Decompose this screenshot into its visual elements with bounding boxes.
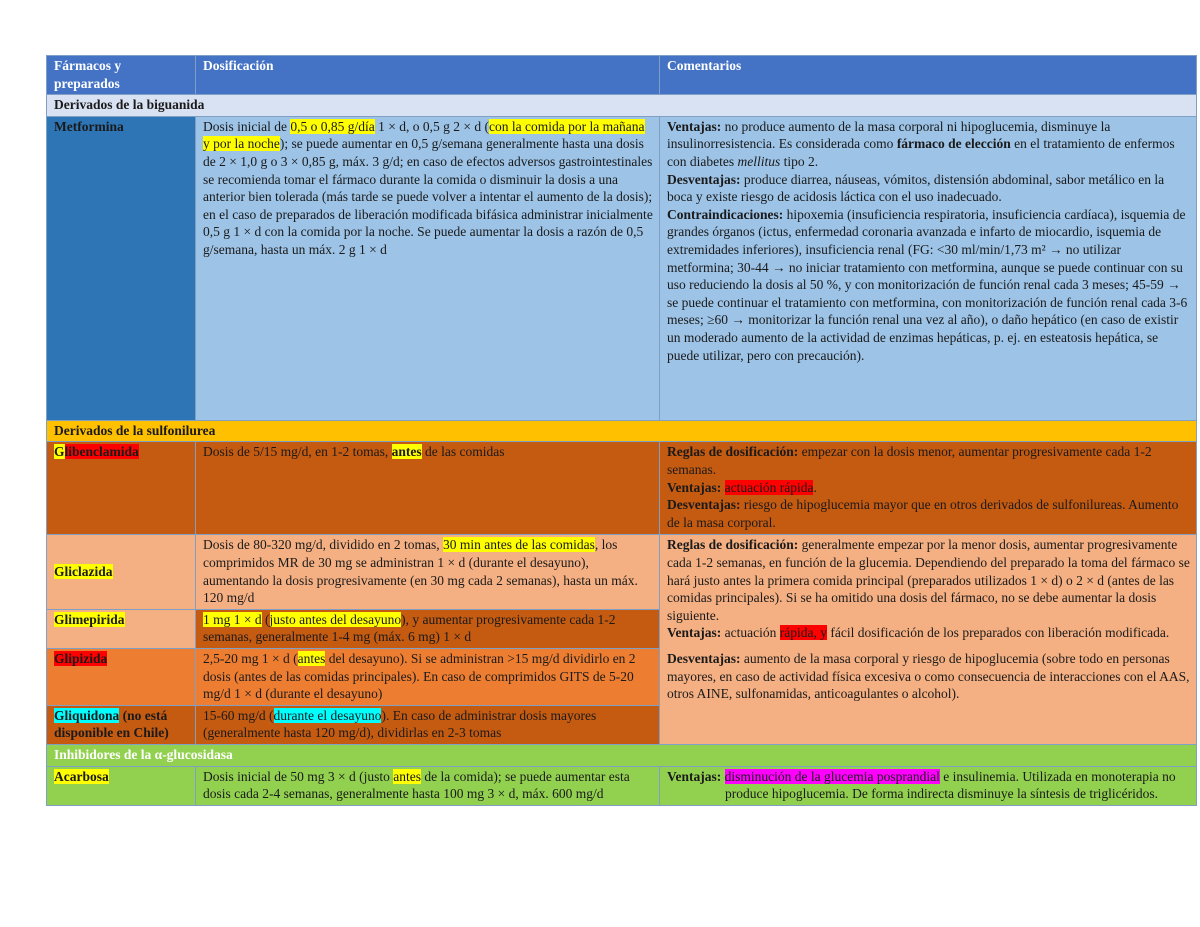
comment-text: fácil dosificación de los preparados con liberación modificada. bbox=[826, 625, 1170, 641]
section-row-sulfonilurea bbox=[47, 420, 1197, 442]
comment-text: . bbox=[813, 479, 817, 495]
table-row-glibenclamida bbox=[47, 442, 1197, 535]
header-dosificacion: Dosificación bbox=[196, 56, 660, 95]
label-ventajas: Ventajas: bbox=[667, 768, 722, 784]
dose-text: ), y aumentar progresivamente cada 1-2 semanas, generalmente 1-4 mg (máx. 6 mg) 1 × d bbox=[203, 611, 616, 645]
comment-text: e insulinemia. Utilizada en monoterapia no produce hipoglucemia. De forma indirecta disminuye la síntesis de triglicéridos. bbox=[725, 768, 1176, 802]
dose-glibenclamida bbox=[196, 442, 660, 535]
section-title-glucosidasa: Inhibidores de la α-glucosidasa bbox=[47, 744, 1197, 766]
dose-text: Dosis de 80-320 mg/d, dividido en 2 tomas, bbox=[203, 537, 443, 553]
comment-text: riesgo de hipoglucemia mayor que en otros derivados de sulfonilureas. Aumento de la masa corporal. bbox=[667, 497, 1179, 530]
comments-glibenclamida bbox=[660, 442, 1197, 535]
header-comentarios: Comentarios bbox=[660, 56, 1197, 95]
highlight-text: antes bbox=[393, 768, 421, 784]
dose-text: del desayuno). Si se administran >15 mg/d dividirlo en 2 dosis (antes de las comidas principales). En caso de comprimidos GITS de 5-20 mg/d 1 × d (durante el desayuno) bbox=[203, 650, 636, 702]
dose-gliclazida bbox=[196, 535, 660, 609]
dose-glimepirida bbox=[196, 609, 660, 648]
header-row bbox=[47, 56, 1197, 95]
label-desventajas: Desventajas: bbox=[667, 171, 741, 187]
dose-metformina bbox=[196, 116, 660, 420]
section-row-biguanida bbox=[47, 95, 1197, 117]
highlight-text: 0,5 o 0,85 g/día bbox=[290, 118, 375, 134]
comments-metformina bbox=[660, 116, 1197, 420]
highlight-text: G bbox=[54, 444, 65, 460]
label-reglas: Reglas de dosificación: bbox=[667, 444, 799, 460]
drug-name-gliclazida bbox=[47, 535, 196, 609]
dose-acarbosa bbox=[196, 766, 660, 805]
drug-name-gliquidona bbox=[47, 705, 196, 744]
bold-text: fármaco de elección bbox=[896, 136, 1011, 152]
drug-name-glibenclamida bbox=[47, 442, 196, 535]
drug-name-acarbosa bbox=[47, 766, 196, 805]
dose-text: de las comidas bbox=[421, 444, 505, 460]
highlight-text: disminución de la glucemia posprandial bbox=[724, 768, 940, 784]
comment-text: hipoxemia (insuficiencia respiratoria, insuficiencia cardíaca), isquemia de grandes órganos (ictus, enfermedad coronaria avanzada e infarto de miocardio, isquemia de extremidades inferiores), insuficiencia renal (FG: <30 ml/min/1,73 m² → no utilizar metformina; 30-44 → no iniciar tratamiento con metformina, aunque se puede continuar con su uso reduciendo la dosis al 50 %, y con monitorización de función renal cada 3 meses; 45-59 → se puede continuar el tratamiento con metformina, con monitorización de función renal cada 3-6 meses; ≥60 → monitorizar la función renal una vez al año), o daño hepático (en caso de existir un moderado aumento de la actividad de enzimas hepáticas, p. ej. en esteatosis hepática, se puede utilizar, pero con precaución). bbox=[667, 206, 1188, 363]
highlight-text: durante el desayuno bbox=[273, 707, 382, 723]
drug-name-metformina: Metformina bbox=[47, 116, 196, 420]
highlight-text: Acarbosa bbox=[54, 768, 109, 784]
comment-text: generalmente empezar por la menor dosis, aumentar progresivamente cada 1-2 semanas, en función de la glucemia. Dependiendo del preparado la toma del fármaco se hará justo antes la primera comida principal (preparados utilizados 1 × d) o 2 × d (antes de las comidas principales). Si se ha omitido una dosis del fármaco, no se debe aumentar la dosis siguiente. bbox=[667, 537, 1190, 623]
dose-text: 15-60 mg/d ( bbox=[203, 707, 274, 723]
dose-text: ( bbox=[261, 611, 270, 627]
comments-acarbosa bbox=[660, 766, 1197, 805]
table-row-metformina bbox=[47, 116, 1197, 420]
comment-text: empezar con la dosis menor, aumentar progresivamente cada 1-2 semanas. bbox=[667, 444, 1152, 477]
dose-gliquidona bbox=[196, 705, 660, 744]
label-reglas: Reglas de dosificación: bbox=[667, 537, 799, 553]
spacer bbox=[667, 642, 1190, 650]
highlight-text: antes bbox=[391, 444, 422, 460]
highlight-text: antes bbox=[297, 650, 326, 666]
italic-text: mellitus bbox=[737, 153, 781, 169]
dose-text: , los comprimidos MR de 30 mg se administran 1 × d (durante el desayuno), aumentando la dosis progresivamente (en 30 mg cada 2 semanas), hasta un máx. 120 mg/d bbox=[203, 537, 638, 606]
dose-text: ). En caso de administrar dosis mayores (generalmente hasta 120 mg/d), dividirlas en 2-3 tomas bbox=[203, 707, 597, 741]
drug-name-glipizida bbox=[47, 648, 196, 705]
highlight-text: con la comida por la mañana y por la noche bbox=[203, 118, 645, 152]
dose-text: de la comida); se puede aumentar esta dosis cada 2-4 semanas, generalmente hasta 100 mg 3 × d, máx. 600 mg/d bbox=[203, 768, 630, 802]
dose-text: Dosis de 5/15 mg/d, en 1-2 tomas, bbox=[203, 444, 392, 460]
comment-text: tipo 2. bbox=[780, 153, 819, 169]
highlight-text: rápida, y bbox=[779, 625, 827, 641]
label-ventajas: Ventajas: bbox=[667, 118, 722, 134]
highlight-text: Gliclazida bbox=[54, 563, 113, 579]
table-row-gliclazida bbox=[47, 535, 1197, 609]
comment-text: actuación bbox=[721, 625, 780, 641]
label-ventajas: Ventajas: bbox=[667, 625, 722, 641]
drug-name-glimepirida bbox=[47, 609, 196, 648]
highlight-text: Gliquidona bbox=[54, 707, 120, 723]
comment-block bbox=[667, 768, 1190, 803]
dose-text: 1 × d, o 0,5 g 2 × d ( bbox=[374, 118, 489, 134]
highlight-text: 30 min antes de las comidas bbox=[443, 537, 595, 553]
highlight-text: libenclamida bbox=[64, 444, 139, 460]
header-farmacos: Fármacos y preparados bbox=[47, 56, 196, 95]
section-title-biguanida: Derivados de la biguanida bbox=[47, 95, 1197, 117]
label-desventajas: Desventajas: bbox=[667, 650, 741, 666]
dose-text: Dosis inicial de bbox=[203, 118, 291, 134]
highlight-text: Glimepirida bbox=[54, 611, 125, 627]
drug-table bbox=[46, 55, 1197, 806]
section-title-sulfonilurea: Derivados de la sulfonilurea bbox=[47, 420, 1197, 442]
label-ventajas: Ventajas: bbox=[667, 479, 722, 495]
dose-text: Dosis inicial de 50 mg 3 × d (justo bbox=[203, 768, 394, 784]
label-contraindicaciones: Contraindicaciones: bbox=[667, 206, 784, 222]
highlight-text: justo antes del desayuno bbox=[269, 611, 402, 627]
label-desventajas: Desventajas: bbox=[667, 497, 741, 513]
drug-note: (no está disponible en Chile) bbox=[54, 707, 169, 741]
highlight-text: 1 mg 1 × d bbox=[203, 611, 262, 627]
dose-glipizida bbox=[196, 648, 660, 705]
comment-text: no produce aumento de la masa corporal ni hipoglucemia, disminuye la insulinorresistencia. Es considerada como bbox=[667, 118, 1111, 152]
highlight-text: Glipizida bbox=[54, 650, 108, 666]
table-row-acarbosa bbox=[47, 766, 1197, 805]
comment-text: aumento de la masa corporal y riesgo de hipoglucemia (sobre todo en personas mayores, en caso de actividad física excesiva o como consecuencia de interacciones con el AAS, otros AINE, sulfonamidas, anticoagulantes o alcohol). bbox=[667, 650, 1190, 702]
comment-text: en el tratamiento de enfermos con diabetes bbox=[667, 136, 1175, 169]
comment-text: produce diarrea, náuseas, vómitos, distensión abdominal, sabor metálico en la boca y existe riesgo de acidosis láctica con el uso inadecuado. bbox=[667, 171, 1165, 205]
section-row-glucosidasa bbox=[47, 744, 1197, 766]
dose-text: ); se puede aumentar en 0,5 g/semana generalmente hasta una dosis de 2 × 1,0 g o 3 × 0,85 g, máx. 3 g/d; en caso de efectos adversos gastrointestinales se recomienda tomar el fármaco durante la comida o disminuir la dosis a una anterior bien tolerada (más tarde se puede volver a intentar el aumento de la dosis); en el caso de preparados de liberación modificada bifásica administrar inicialmente 0,5 g 1 × d con la comida por la noche. Se puede aumentar la dosis a razón de 0,5 g/semana, hasta un máx. 2 g 1 × d bbox=[203, 136, 653, 257]
highlight-text: actuación rápida bbox=[724, 479, 814, 495]
dose-text: 2,5-20 mg 1 × d ( bbox=[203, 650, 298, 666]
comments-sulfonilureas-group bbox=[660, 535, 1197, 745]
